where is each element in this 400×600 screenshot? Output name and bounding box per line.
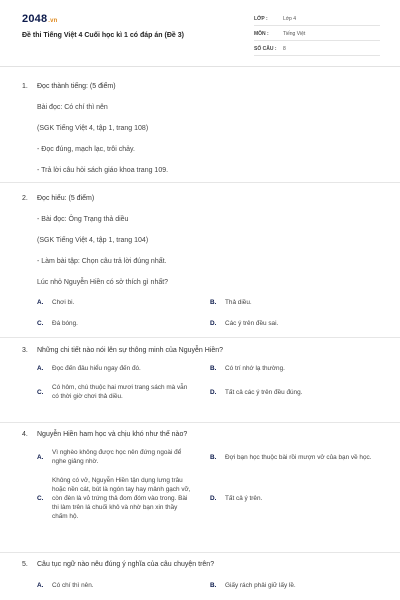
option-text: Có trí nhớ lạ thường. [225,365,285,372]
option-letter: C. [37,320,44,327]
question-line: - Làm bài tập: Chọn câu trả lời đúng nhất. [37,258,167,265]
option-letter: D. [210,320,217,327]
option-text: Có chí thì nên. [52,582,94,589]
answer-option-b[interactable] [210,364,383,373]
question-4 [22,430,382,521]
answer-option-b[interactable] [210,448,383,466]
answer-options [37,581,382,590]
option-letter: B. [210,582,217,589]
option-letter: A. [37,365,44,372]
option-letter: C. [37,388,44,396]
question-divider [0,552,400,553]
option-letter: B. [210,299,217,306]
question-title-row [22,560,382,569]
meta-value: 8 [283,46,286,52]
answer-options [37,298,382,328]
option-text: Thả diều. [225,299,252,306]
exam-meta [254,13,380,58]
meta-label: SỐ CÂU : [254,46,277,52]
question-line: - Bài đọc: Ông Trạng thả diều [37,216,129,223]
answer-options [37,364,382,401]
question-line: (SGK Tiếng Việt 4, tập 1, trang 104) [37,237,149,244]
answer-options [37,448,382,521]
option-letter: B. [210,453,217,461]
question-line: - Trả lời câu hỏi sách giáo khoa trang 109. [37,167,169,174]
answer-option-c[interactable] [37,476,210,521]
question-3 [22,346,382,401]
answer-option-a[interactable] [37,364,210,373]
question-number: 4. [22,431,28,438]
meta-value: Tiếng Việt [283,31,306,37]
option-text: Đợi bạn học thuộc bài rồi mượn vở của bạn về học. [225,453,372,461]
page-header [0,0,400,60]
question-number: 5. [22,561,28,568]
question-line: - Đọc đúng, mạch lạc, trôi chảy. [37,146,135,153]
meta-class [254,13,380,26]
answer-option-b[interactable] [210,581,383,590]
option-letter: D. [210,388,217,396]
question-number: 2. [22,195,28,202]
question-title-row [22,430,382,439]
question-1 [22,82,382,175]
option-text: Tất cả ý trên. [225,495,263,502]
answer-option-d[interactable] [210,476,383,521]
header-divider [0,66,400,67]
option-text: Không có vở, Nguyễn Hiền tận dụng lưng trâu hoặc nền cát, bút là ngón tay hay mảnh gạch vỡ, còn đèn là vỏ trứng thả đom đóm vào trong. Bài thi làm trên lá chuối khô và nhờ bạn xin thầy chấm hộ. [52,477,191,520]
question-title: Câu tục ngữ nào nêu đúng ý nghĩa của câu chuyện trên? [37,561,215,568]
logo-main: 2048 [22,13,48,25]
question-5 [22,560,382,590]
meta-label: LỚP : [254,16,268,22]
question-divider [0,337,400,338]
question-number: 3. [22,347,28,354]
answer-option-c[interactable] [37,319,210,328]
answer-option-d[interactable] [210,319,383,328]
option-letter: A. [37,299,44,306]
answer-option-d[interactable] [210,383,383,401]
option-letter: B. [210,365,217,372]
option-text: Giấy rách phải giữ lấy lề. [225,582,296,589]
answer-option-a[interactable] [37,298,210,307]
meta-label: MÔN : [254,31,269,37]
option-letter: D. [210,495,217,502]
question-title: Nguyễn Hiền ham học và chịu khó như thế nào? [37,431,188,438]
option-letter: A. [37,453,44,461]
question-line: Lúc nhỏ Nguyễn Hiền có sở thích gì nhất? [37,279,169,286]
option-text: Các ý trên đều sai. [225,320,279,327]
meta-value: Lớp 4 [283,16,297,22]
exam-title: Đề thi Tiếng Việt 4 Cuối học kì 1 có đáp án (Đề 3) [22,32,184,39]
answer-option-a[interactable] [37,448,210,466]
option-letter: C. [37,495,44,502]
question-title: Đọc thành tiếng: (5 điểm) [37,83,116,90]
question-title-row [22,82,382,91]
option-text: Chơi bi. [52,299,75,306]
logo-suffix: .vn [48,18,58,24]
question-title-row [22,346,382,355]
option-text: Vì nghèo không được học nên đứng ngoài để nghe giảng nhờ. [52,449,182,465]
option-text: Có hôm, chú thuộc hai mươi trang sách mà vẫn có thời giờ chơi thả diều. [52,384,188,400]
option-text: Đọc đến đâu hiểu ngay đến đó. [52,365,141,372]
meta-question-count [254,43,380,56]
option-letter: A. [37,582,44,589]
answer-option-a[interactable] [37,581,210,590]
option-text: Tất cả các ý trên đều đúng. [225,388,303,396]
site-logo[interactable] [22,13,58,25]
question-title: Những chi tiết nào nói lên sự thông minh của Nguyễn Hiền? [37,347,224,354]
question-divider [0,422,400,423]
question-line: Bài đọc: Có chí thì nên [37,104,108,111]
meta-subject [254,28,380,41]
question-2 [22,194,382,328]
answer-option-b[interactable] [210,298,383,307]
option-text: Đá bóng. [52,320,78,327]
question-number: 1. [22,83,28,90]
question-title-row [22,194,382,203]
question-line: (SGK Tiếng Việt 4, tập 1, trang 108) [37,125,149,132]
answer-option-c[interactable] [37,383,210,401]
question-divider [0,182,400,183]
question-title: Đọc hiểu: (5 điểm) [37,195,95,202]
